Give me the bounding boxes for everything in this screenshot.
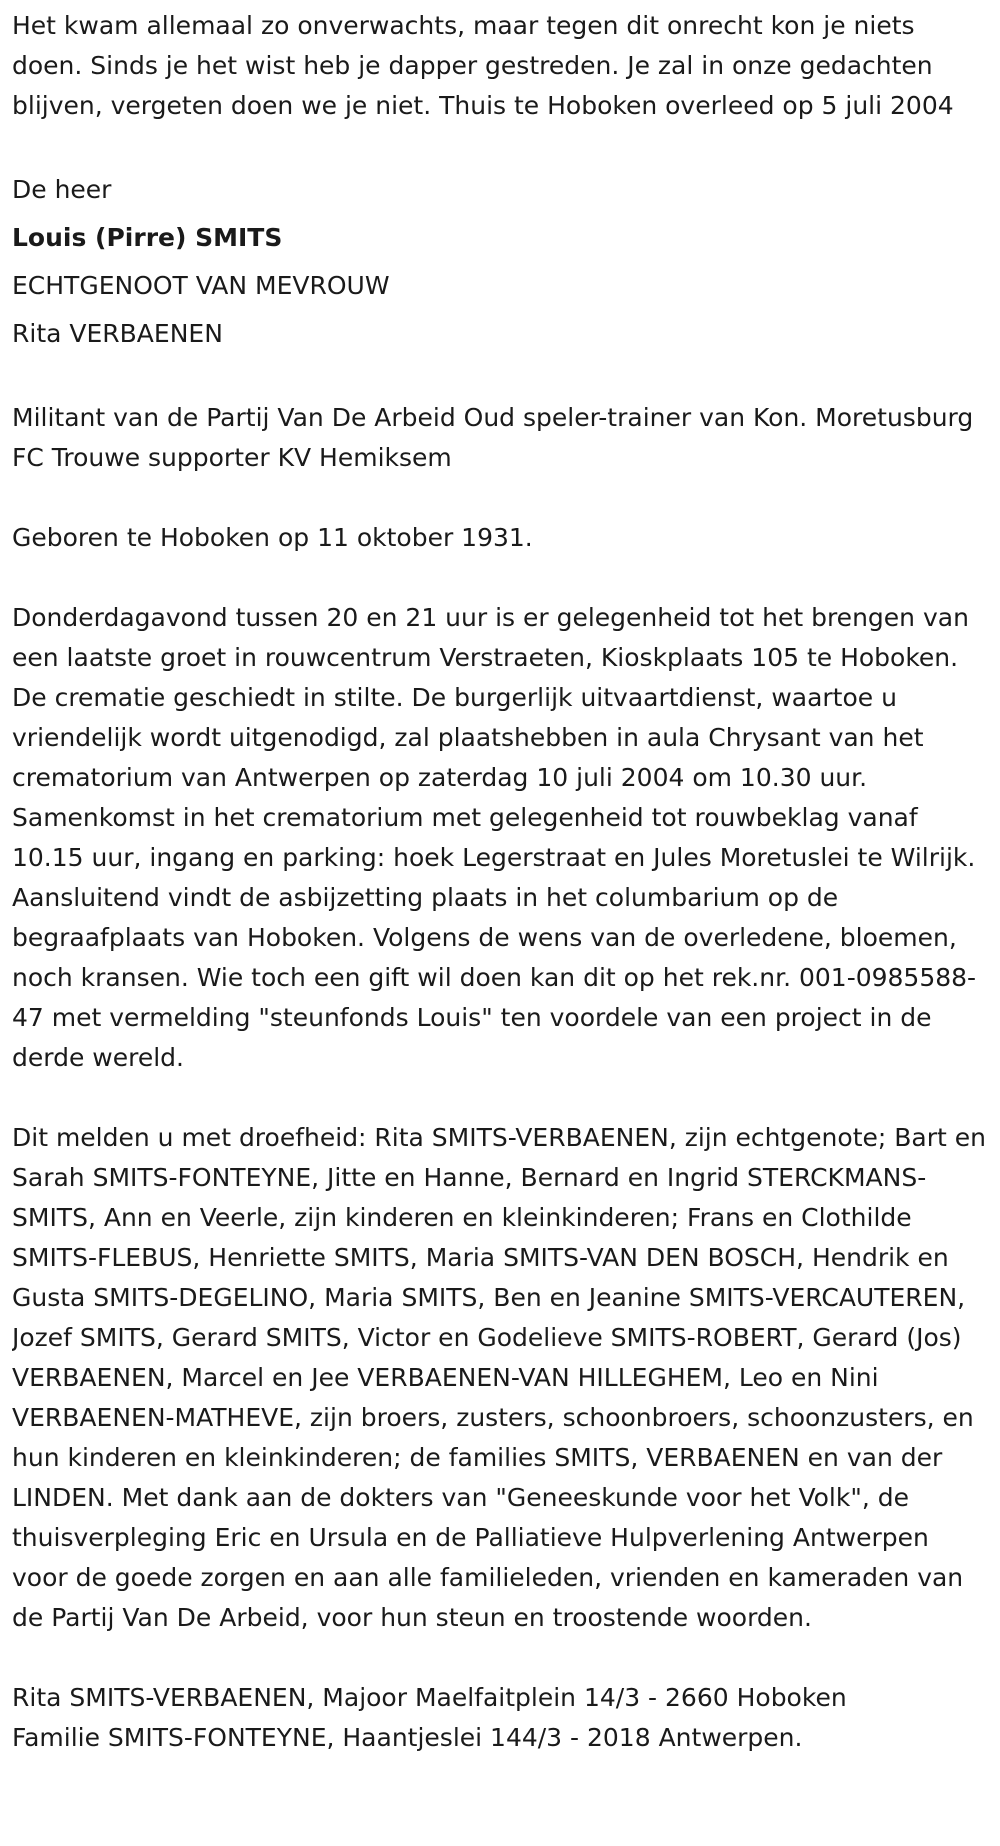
contact-addresses <box>12 1678 988 1758</box>
obituary-page <box>12 0 988 1846</box>
address-line: Rita SMITS-VERBAENEN, Majoor Maelfaitplein 14/3 - 2660 Hoboken <box>12 1683 847 1712</box>
spacer <box>12 478 988 518</box>
birth-paragraph: Geboren te Hoboken op 11 oktober 1931. <box>12 523 533 552</box>
affiliations-paragraph: Militant van de Partij Van De Arbeid Oud speler-trainer van Kon. Moretusburg FC Trouwe supporter KV Hemiksem <box>12 403 974 472</box>
spacer <box>12 126 988 166</box>
salutation: De heer <box>12 175 112 204</box>
family-paragraph: Dit melden u met droefheid: Rita SMITS-VERBAENEN, zijn echtgenote; Bart en Sarah SMITS-FONTEYNE, Jitte en Hanne, Bernard en Ingrid STERCKMANS-SMITS, Ann en Veerle, zijn kinderen en kleinkinderen; Frans en Clothilde SMITS-FLEBUS, Henriette SMITS, Maria SMITS-VAN DEN BOSCH, Hendrik en Gusta SMITS-DEGELINO, Maria SMITS, Ben en Jeanine SMITS-VERCAUTEREN, Jozef SMITS, Gerard SMITS, Victor en Godelieve SMITS-ROBERT, Gerard (Jos) VERBAENEN, Marcel en Jee VERBAENEN-VAN HILLEGHEM, Leo en Nini VERBAENEN-MATHEVE, zijn broers, zusters, schoonbroers, schoonzusters, en hun kinderen en kleinkinderen; de families SMITS, VERBAENEN en van der LINDEN. Met dank aan de dokters van "Geneeskunde voor het Volk", de thuisverpleging Eric en Ursula en de Palliatieve Hulpverlening Antwerpen voor de goede zorgen en aan alle familieleden, vrienden en kameraden van de Partij Van De Arbeid, voor hun steun en troostende woorden. <box>12 1123 986 1632</box>
ceremony-paragraph: Donderdagavond tussen 20 en 21 uur is er gelegenheid tot het brengen van een laatste groet in rouwcentrum Verstraeten, Kioskplaats 105 te Hoboken. De crematie geschiedt in stilte. De burgerlijk uitvaartdienst, waartoe u vriendelijk wordt uitgenodigd, zal plaatshebben in aula Chrysant van het crematorium van Antwerpen op zaterdag 10 juli 2004 om 10.30 uur. Samenkomst in het crematorium met gelegenheid tot rouwbeklag vanaf 10.15 uur, ingang en parking: hoek Legerstraat en Jules Moretuslei te Wilrijk. Aansluitend vindt de asbijzetting plaats in het columbarium op de begraafplaats van Hoboken. Volgens de wens van de overledene, bloemen, noch kransen. Wie toch een gift wil doen kan dit op het rek.nr. 001-0985588-47 met vermelding "steunfonds Louis" ten voordele van een project in de derde wereld. <box>12 603 977 1072</box>
spouse-name: Rita VERBAENEN <box>12 319 223 348</box>
spacer <box>12 558 988 598</box>
spacer <box>12 1638 988 1678</box>
intro-paragraph: Het kwam allemaal zo onverwachts, maar tegen dit onrecht kon je niets doen. Sinds je het wist heb je dapper gestreden. Je zal in onze gedachten blijven, vergeten doen we je niet. Thuis te Hoboken overleed op 5 juli 2004 <box>12 11 954 120</box>
deceased-name: Louis (Pirre) SMITS <box>12 223 283 252</box>
address-line: Familie SMITS-FONTEYNE, Haantjeslei 144/3 - 2018 Antwerpen. <box>12 1723 803 1752</box>
spacer <box>12 358 988 398</box>
relation-line: ECHTGENOOT VAN MEVROUW <box>12 271 390 300</box>
spacer <box>12 1078 988 1118</box>
